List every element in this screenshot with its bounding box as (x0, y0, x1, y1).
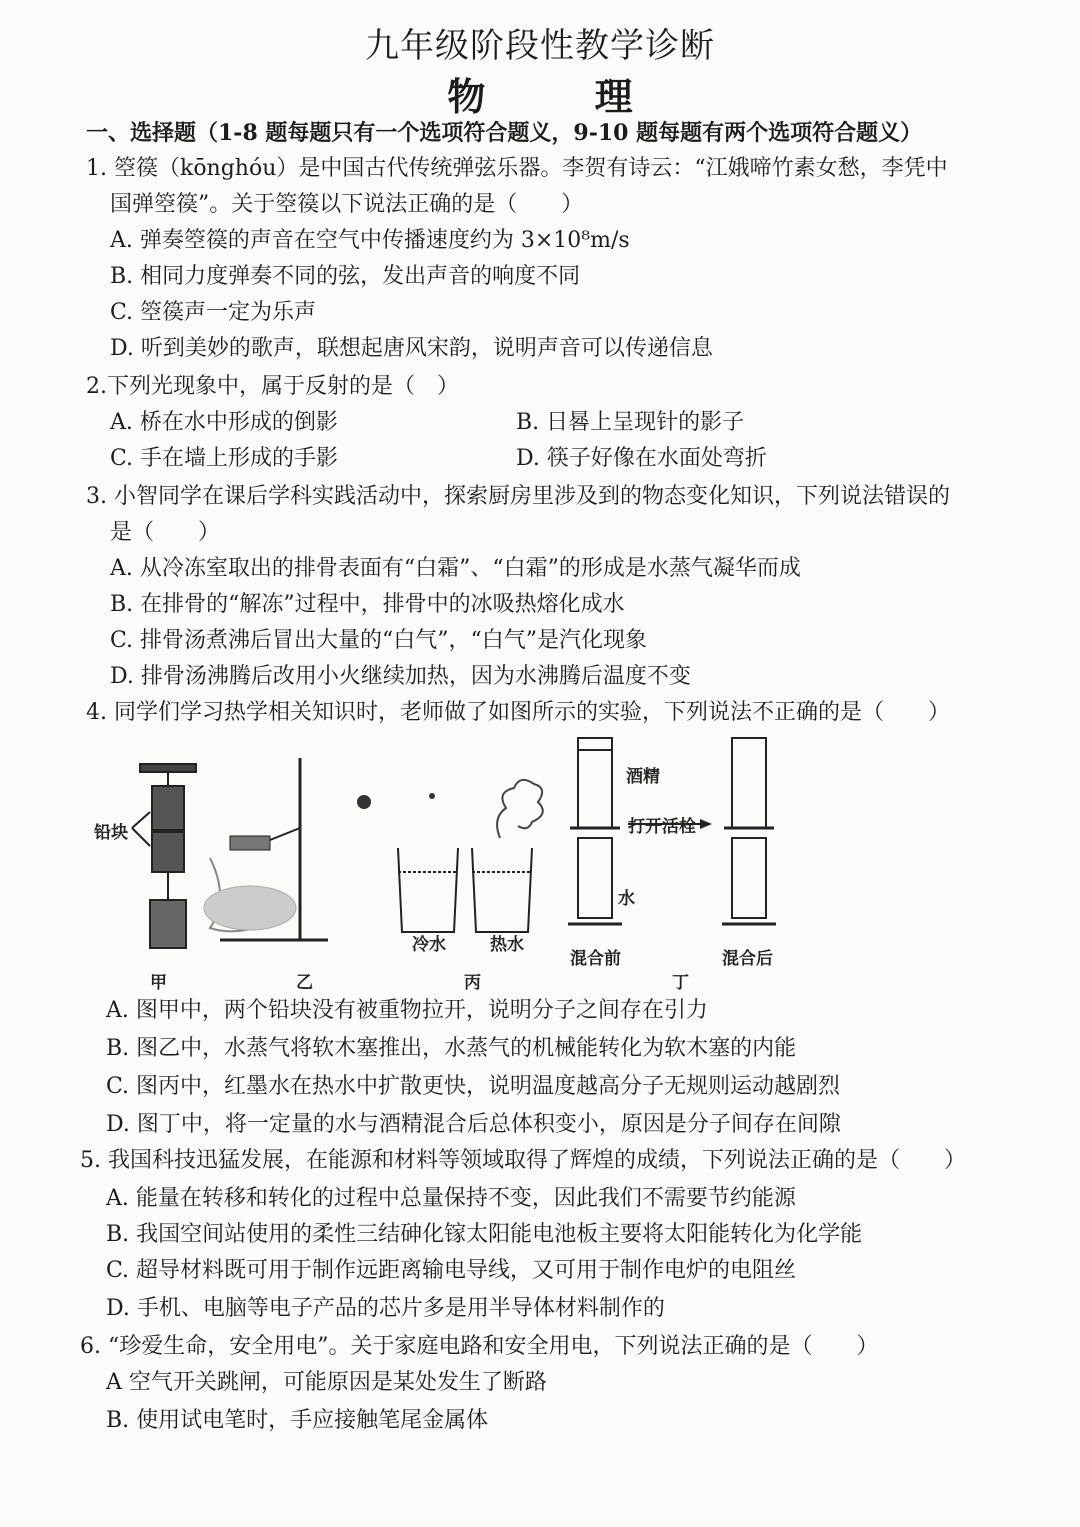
q1-stem-line1: 1. 箜篌（kōnghóu）是中国古代传统弹弦乐器。李贺有诗云：“江娥啼竹素女愁，李凭中 (86, 156, 948, 181)
figure-label-alcohol: 酒精 (626, 767, 660, 787)
q5-option-a: A. 能量在转移和转化的过程中总量保持不变，因此我们不需要节约能源 (106, 1186, 796, 1211)
q1-option-b: B. 相同力度弹奏不同的弦，发出声音的响度不同 (110, 264, 581, 289)
q2-option-a: A. 桥在水中形成的倒影 (110, 410, 338, 435)
q5-option-d: D. 手机、电脑等电子产品的芯片多是用半导体材料制作的 (106, 1296, 665, 1321)
figure-yi-steam-tube (204, 758, 328, 940)
q3-stem-line1: 3. 小智同学在课后学科实践活动中，探索厨房里涉及到的物态变化知识，下列说法错误的 (86, 484, 950, 509)
q1-stem-line2: 国弹箜篌”。关于箜篌以下说法正确的是（ ） (110, 192, 584, 217)
q4-option-c: C. 图丙中，红墨水在热水中扩散更快，说明温度越高分子无规则运动越剧烈 (106, 1074, 841, 1099)
q4-option-b: B. 图乙中，水蒸气将软木塞推出，水蒸气的机械能转化为软木塞的内能 (106, 1036, 797, 1061)
q5-option-b: B. 我国空间站使用的柔性三结砷化镓太阳能电池板主要将太阳能转化为化学能 (106, 1222, 863, 1247)
q1-option-d: D. 听到美妙的歌声，联想起唐风宋韵，说明声音可以传递信息 (110, 336, 713, 361)
exam-title: 九年级阶段性教学诊断 (365, 26, 715, 66)
figure-label-water: 水 (618, 889, 635, 909)
q6-option-a: A 空气开关跳闸，可能原因是某处发生了断路 (106, 1370, 547, 1395)
q3-option-a: A. 从冷冻室取出的排骨表面有“白霜”、“白霜”的形成是水蒸气凝华而成 (110, 556, 801, 581)
q3-option-d: D. 排骨汤沸腾后改用小火继续加热，因为水沸腾后温度不变 (110, 664, 691, 689)
q2-option-b: B. 日晷上呈现针的影子 (516, 410, 745, 435)
q1-option-a: A. 弹奏箜篌的声音在空气中传播速度约为 3×10⁸m/s (110, 228, 630, 253)
q5-option-c: C. 超导材料既可用于制作远距离输电导线，又可用于制作电炉的电阻丝 (106, 1258, 797, 1283)
figure-label-bing: 丙 (464, 973, 481, 993)
q3-stem-line2: 是（ ） (110, 520, 221, 545)
q3-option-b: B. 在排骨的“解冻”过程中，排骨中的冰吸热熔化成水 (110, 592, 625, 617)
q2-stem: 2.下列光现象中，属于反射的是（ ） (86, 374, 459, 399)
q4-stem: 4. 同学们学习热学相关知识时，老师做了如图所示的实验，下列说法不正确的是（ ） (86, 700, 950, 725)
figure-label-jia: 甲 (150, 973, 167, 993)
q1-option-c: C. 箜篌声一定为乐声 (110, 300, 317, 325)
figure-bing-beakers (357, 780, 543, 932)
q6-option-b: B. 使用试电笔时，手应接触笔尾金属体 (106, 1408, 489, 1433)
figure-label-cold-water: 冷水 (412, 935, 446, 955)
q2-option-c: C. 手在墙上形成的手影 (110, 446, 339, 471)
section-heading: 一、选择题（1-8 题每题只有一个选项符合题义，9-10 题每题有两个选项符合题义） (86, 120, 923, 146)
figure-label-ding: 丁 (672, 973, 689, 993)
subject-title: 物 理 (447, 74, 681, 119)
q2-option-d: D. 筷子好像在水面处弯折 (516, 446, 767, 471)
figure-jia-lead-blocks (132, 764, 196, 948)
figure-label-after-mix: 混合后 (722, 949, 773, 969)
q5-stem: 5. 我国科技迅猛发展，在能源和材料等领域取得了辉煌的成绩，下列说法正确的是（ ） (80, 1148, 966, 1173)
q4-option-d: D. 图丁中，将一定量的水与酒精混合后总体积变小，原因是分子间存在间隙 (106, 1112, 841, 1137)
figure-label-yi: 乙 (296, 973, 313, 993)
figure-label-before-mix: 混合前 (570, 949, 621, 969)
q4-option-a: A. 图甲中，两个铅块没有被重物拉开，说明分子之间存在引力 (106, 998, 708, 1023)
figure-label-hot-water: 热水 (490, 935, 524, 955)
q6-stem: 6. “珍爱生命，安全用电”。关于家庭电路和安全用电，下列说法正确的是（ ） (80, 1334, 879, 1359)
figure-label-open-valve: 打开活栓 (628, 817, 696, 837)
figure-label-lead: 铅块 (94, 823, 128, 843)
q3-option-c: C. 排骨汤煮沸后冒出大量的“白气”，“白气”是汽化现象 (110, 628, 648, 653)
